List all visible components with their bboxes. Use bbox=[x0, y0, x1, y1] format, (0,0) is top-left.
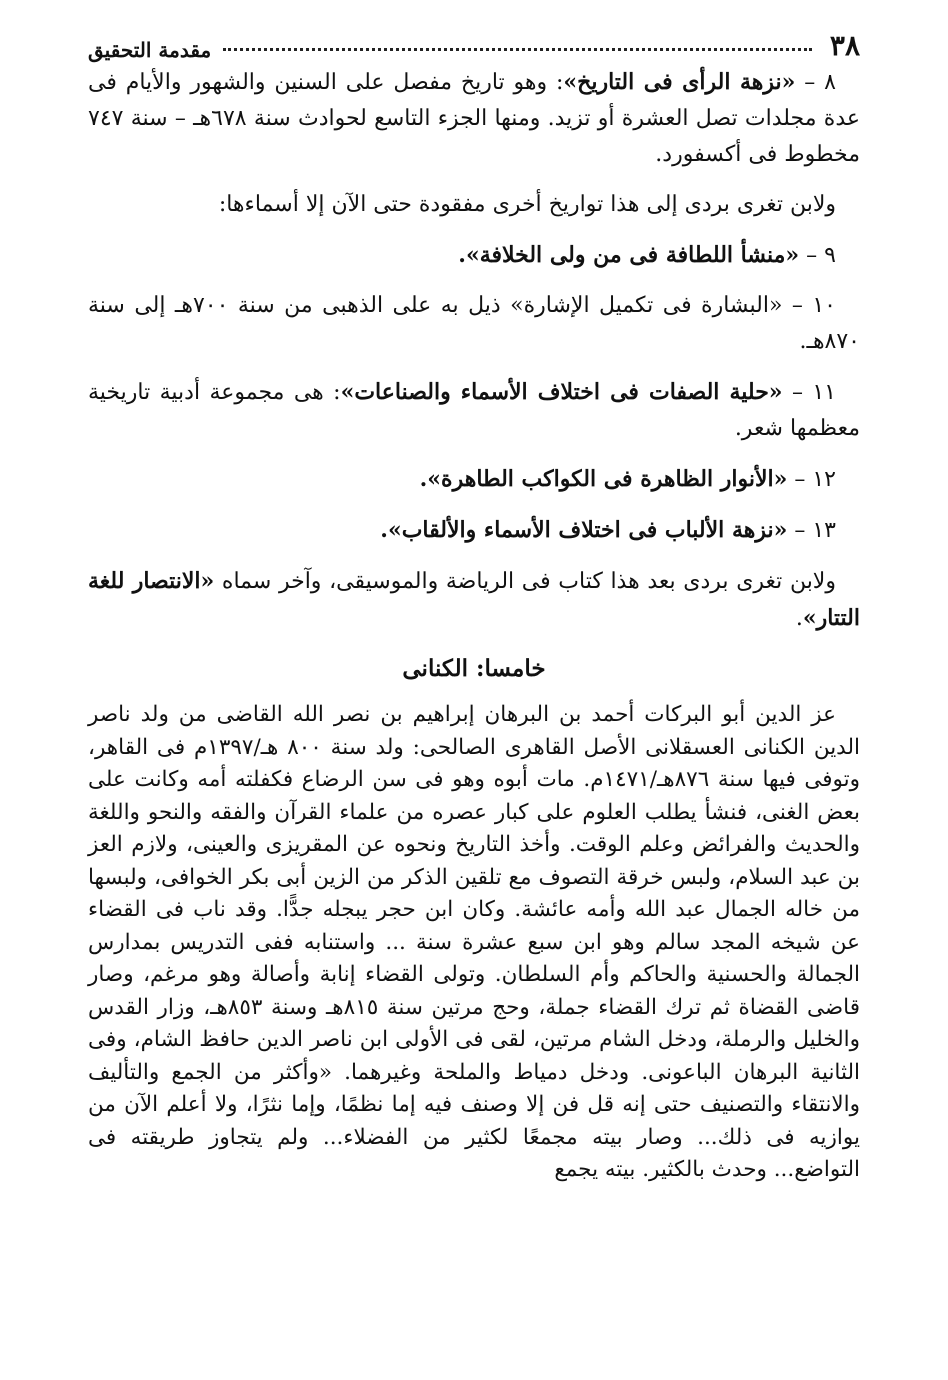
item-title: «نزهة الألباب فى اختلاف الأسماء والألقاب» bbox=[387, 517, 788, 543]
item-number: ٨ – bbox=[795, 70, 836, 95]
list-item-9 bbox=[88, 237, 860, 274]
item-text: «البشارة فى تكميل الإشارة» ذيل به على الذهبى من سنة ٧٠٠هـ إلى سنة ٨٧٠هـ. bbox=[88, 293, 860, 354]
item-text: . bbox=[458, 242, 466, 268]
item-text: . bbox=[419, 466, 428, 492]
section-heading: خامسا: الكنانى bbox=[402, 655, 546, 682]
list-item-8 bbox=[88, 64, 860, 173]
item-text: : هى مجموعة أدبية تاريخية معظمها شعر. bbox=[88, 380, 860, 441]
item-title: «حلية الصفات فى اختلاف الأسماء والصناعات» bbox=[340, 379, 783, 405]
item-title: «الأنوار الظاهرة فى الكواكب الطاهرة» bbox=[427, 466, 788, 492]
page-number: ٣٨ bbox=[829, 29, 860, 62]
item-title: «نزهة الرأى فى التاريخ» bbox=[563, 69, 796, 95]
item-text: . bbox=[380, 517, 388, 543]
running-title: مقدمة التحقيق bbox=[88, 38, 212, 62]
item-title: «منشأ اللطافة فى من ولى الخلافة» bbox=[465, 242, 800, 268]
item-number: ١٠ – bbox=[782, 293, 836, 318]
section-body: عز الدين أبو البركات أحمد بن البرهان إبراهيم بن نصر الله القاضى من ولد ناصر الدين الكنانى العسقلانى الأصل القاهرى الصالحى: ولد سنة ٨٠٠ هـ/١٣٩٧م فى القاهر، وتوفى فيها سنة ٨٧٦هـ/١٤٧١م. مات أبوه وهو فى سن الرضاع فكفلته أمه وكانت على بعض الغنى، فنشأ يطلب العلوم على كبار عصره من علماء القرآن والفقه والنحو واللغة والحديث والفرائض وعلم الوقت. وأخذ التاريخ ونحوه عن المقريزى والعينى، ولازم العز بن عبد السلام، ولبس خرقة التصوف مع تلقين الذكر من الزين أبى بكر الخوافى، ولبسها من خاله الجمال عبد الله وأمه عائشة. وكان ابن حجر يبجله جدًّا. وقد ناب فى القضاء عن شيخه المجد سالم وهو ابن سبع عشرة سنة ... واستنابه ففى التدريس بمدارس الجمالة والحسنية والحاكم وأم السلطان. وتولى القضاء إنابة وأصالة وهو مرغم، وصار قاضى القضاة ثم ترك القضاء جملة، وحج مرتين سنة ٨١٥هـ وسنة ٨٥٣هـ، وزار القدس والخليل والرملة، ودخل الشام مرتين، لقى فى الأولى ابن ناصر الدين حافظ الشام، وفى الثانية البرهان الباعونى. ودخل دمياط والملحة وغيرهما. «وأكثر من الجمع والتأليف والانتقاء والتصنيف حتى إنه قل فن إلا وصنف فيه إما نظمًا، وإما نثرًا، ولا أعلم الآن من يوازيه فى ذلك... وصار بيته مجمعًا لكثير من الفضلاء... ولم يتجاوز طريقته فى التواضع... وحدث بالكثير. بيته يجمع bbox=[88, 702, 860, 1182]
item-number: ١١ – bbox=[782, 380, 836, 405]
note-bold-title: «الانتصار للغة التتار» bbox=[88, 568, 860, 631]
list-item-12 bbox=[88, 461, 860, 498]
list-item-11 bbox=[88, 374, 860, 447]
item-number: ٩ – bbox=[799, 243, 836, 268]
item-text: : وهو تاريخ مفصل على السنين والشهور والأيام فى عدة مجلدات تصل العشرة أو تزيد. ومنها الجزء التاسع لحوادث سنة ٦٧٨هـ – سنة ٧٤٧ مخطوط فى أكسفورد. bbox=[88, 70, 860, 167]
note-other-works bbox=[88, 563, 860, 637]
list-item-10 bbox=[88, 288, 860, 360]
page-header bbox=[88, 20, 860, 60]
note-lost-histories: ولابن تغرى بردى إلى هذا تواريخ أخرى مفقودة حتى الآن إلا أسماءها: bbox=[218, 192, 836, 217]
item-number: ١٣ – bbox=[787, 518, 836, 543]
note-end: . bbox=[795, 606, 803, 631]
item-number: ١٢ – bbox=[787, 467, 836, 492]
note-text: ولابن تغرى بردى بعد هذا كتاب فى الرياضة والموسيقى، وآخر سماه bbox=[214, 569, 836, 594]
leader-dots bbox=[223, 48, 812, 51]
list-item-13 bbox=[88, 512, 860, 549]
